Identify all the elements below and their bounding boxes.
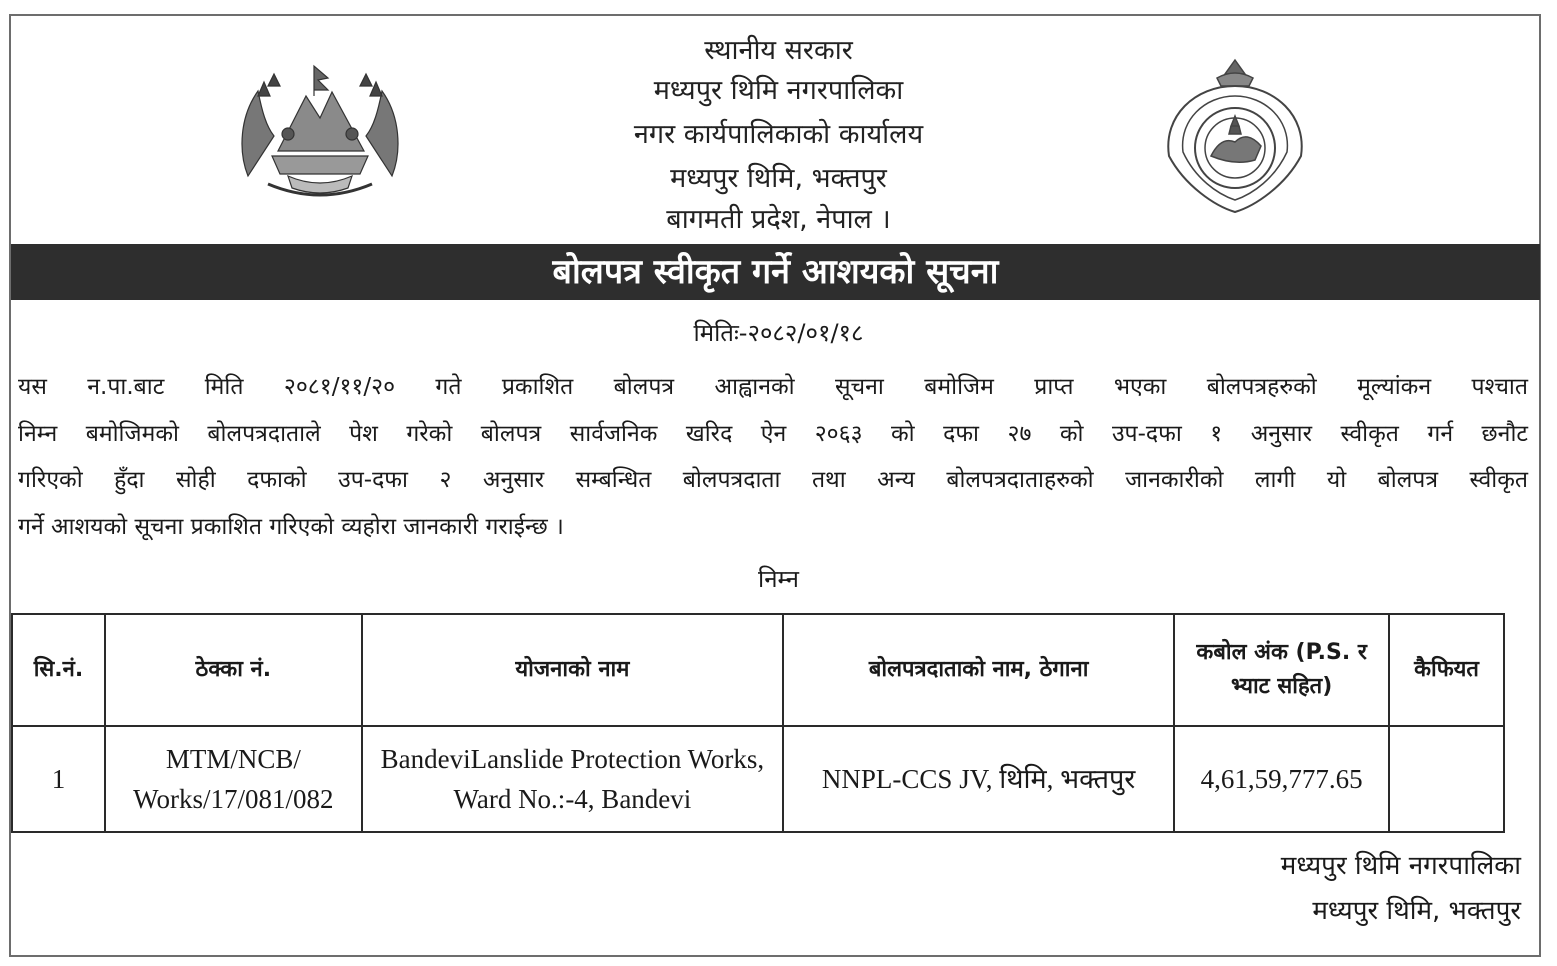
notice-body-line: गरिएको हुँदा सोही दफाको उप-दफा २ अनुसार सम्बन्धित बोलपत्रदाता तथा अन्य बोलपत्रदाताहरुको जानकारीको लागी यो बोलपत्र स्वीकृत xyxy=(18,467,1528,493)
cell-bidder: NNPL-CCS JV, थिमि, भक्तपुर xyxy=(783,726,1174,832)
column-header-serial: सि.नं. xyxy=(12,614,105,726)
column-header-bidder: बोलपत्रदाताको नाम, ठेगाना xyxy=(783,614,1174,726)
notice-body-line: गर्ने आशयको सूचना प्रकाशित गरिएको व्यहोरा जानकारी गराईन्छ । xyxy=(18,513,564,540)
cell-contract-no: MTM/NCB/ Works/17/081/082 xyxy=(105,726,362,832)
header-line-5: बागमती प्रदेश, नेपाल । xyxy=(666,204,891,235)
notice-body xyxy=(18,364,1528,550)
column-header-remarks: कैफियत xyxy=(1389,614,1504,726)
column-header-bid-amount: कबोल अंक (P.S. र भ्याट सहित) xyxy=(1174,614,1389,726)
cell-bid-amount: 4,61,59,777.65 xyxy=(1174,726,1389,832)
header-line-2: मध्यपुर थिमि नगरपालिका xyxy=(653,75,904,106)
list-caption: निम्न xyxy=(758,565,799,593)
notice-body-line: निम्न बमोजिमको बोलपत्रदाताले पेश गरेको बोलपत्र सार्वजनिक खरिद ऐन २०६३ को दफा २७ को उप-दफा १ अनुसार स्वीकृत गर्न छनौट xyxy=(18,420,1528,447)
table-row xyxy=(12,726,1504,832)
header-line-3: नगर कार्यपालिकाको कार्यालय xyxy=(633,119,924,150)
header-line-4: मध्यपुर थिमि, भक्तपुर xyxy=(670,163,887,194)
cell-project-name: BandeviLanslide Protection Works, Ward No.:-4, Bandevi xyxy=(362,726,783,832)
signature-line-1: मध्यपुर थिमि नगरपालिका xyxy=(1280,851,1521,881)
cell-remarks xyxy=(1389,726,1504,832)
notice-date: मितिः-२०८२/०१/१८ xyxy=(693,319,864,347)
bid-table xyxy=(11,613,1505,833)
column-header-project-name: योजनाको नाम xyxy=(362,614,783,726)
notice-body-line: यस न.पा.बाट मिति २०८१/११/२० गते प्रकाशित बोलपत्र आह्वानको सूचना बमोजिम प्राप्त भएका बोलपत्रहरुको मूल्यांकन पश्चात xyxy=(18,374,1528,400)
column-header-contract-no: ठेक्का नं. xyxy=(105,614,362,726)
signature-line-2: मध्यपुर थिमि, भक्तपुर xyxy=(1312,896,1521,926)
table-header-row xyxy=(12,614,1504,726)
cell-serial: 1 xyxy=(12,726,105,832)
notice-title-banner: बोलपत्र स्वीकृत गर्ने आशयको सूचना xyxy=(11,244,1540,300)
header-line-1: स्थानीय सरकार xyxy=(704,35,853,66)
